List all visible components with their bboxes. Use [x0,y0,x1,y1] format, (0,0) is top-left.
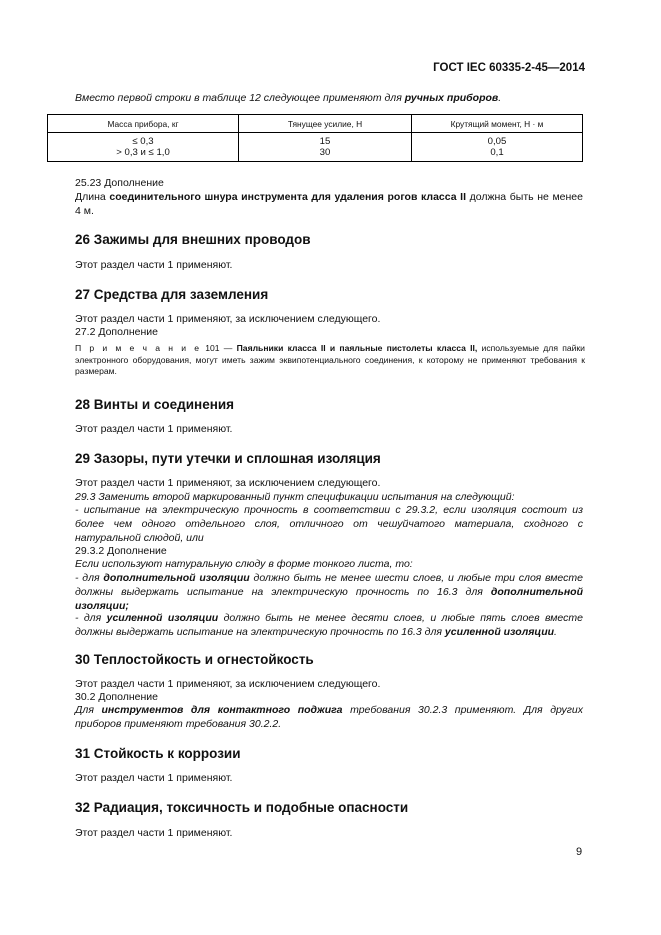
table-cell-mass [48,133,239,162]
section-31-text: Этот раздел части 1 применяют. [75,772,233,784]
bold-term: соединительного шнура инструмента для удаления рогов класса II [109,191,467,203]
text-part: должно быть не менее десяти слоев, и любые пять слоев вместе должны выдержать испытание на электрическую прочность по 16.3 для [75,612,583,639]
text-part: . [554,626,557,639]
section-31-heading: 31 Стойкость к коррозии [75,746,241,761]
section-26-heading: 26 Зажимы для внешних проводов [75,232,311,247]
clause-25-23-text [75,190,583,218]
col-header-mass: Масса прибора, кг [48,115,239,133]
note-number: 101 — [201,343,237,353]
note-label: П р и м е ч а н и е [75,343,202,353]
clause-29-3: 29.3 Заменить второй маркированный пункт спецификации испытания на следующий: [75,491,515,503]
intro-text: Вместо первой строки в таблице 12 следующее применяют для [75,92,405,104]
table-header-row [48,115,583,133]
force-torque-table [47,114,583,162]
table-row [48,133,583,162]
section-32-text: Этот раздел части 1 применяют. [75,827,233,839]
supplementary-insulation-item [75,571,583,614]
bold-term: инструментов для контактного поджига [101,704,343,716]
section-26-text: Этот раздел части 1 применяют. [75,259,233,271]
note-bold: Паяльники класса II и паяльные пистолеты класса II, [236,343,478,353]
text-part: - для [75,612,107,624]
table-cell-force [239,133,412,162]
bold-term: усиленной изоляции [444,626,555,639]
col-header-force: Тянущее усилие, Н [239,115,412,133]
section-28-text: Этот раздел части 1 применяют. [75,423,233,435]
text-part: Для [75,704,102,716]
section-29-heading: 29 Зазоры, пути утечки и сплошная изоляция [75,451,381,466]
clause-30-2-text [75,703,583,731]
cell-value: 15 [319,136,331,147]
cell-value: 0,1 [490,147,504,158]
section-29-text: Этот раздел части 1 применяют, за исключением следующего. [75,477,381,489]
cell-value: > 0,3 и ≤ 1,0 [116,147,170,158]
page-number: 9 [576,846,583,858]
note-text: используемые для пайки электронного оборудования, могут иметь зажим эквипотенциального соединения, к которому не применяют требования к размерам. [75,343,585,377]
section-32-heading: 32 Радиация, токсичность и подобные опасности [75,800,409,815]
mica-text: Если используют натуральную слюду в форме тонкого листа, то: [75,558,413,570]
section-27-text: Этот раздел части 1 применяют, за исключением следующего. [75,313,381,325]
text-part: должна быть не менее 4 м. [75,191,583,218]
clause-29-3-bullet: - испытание на электрическую прочность в соответствии с 29.3.2, если изоляция состоит из более чем одного отдельного слоя, отличного от чешуйчатого материала, сходного с натуральной слюдой, или [75,504,583,545]
col-header-torque: Крутящий момент, Н · м [412,115,583,133]
text-part: - для [75,572,104,584]
cell-value: ≤ 0,3 [132,136,154,147]
text-part: требования 30.2.3 применяют. Для других приборов применяют требования 30.2.2. [75,704,584,731]
section-30-text: Этот раздел части 1 применяют, за исключением следующего. [75,678,381,690]
bold-term: дополнительной изоляции [103,572,250,584]
bold-term: дополнительной изоляции; [75,586,583,613]
standard-header: ГОСТ IEC 60335-2-45—2014 [433,62,585,74]
bold-term: усиленной изоляции [106,612,219,624]
clause-27-2-title: 27.2 Дополнение [75,326,158,338]
cell-value: 30 [319,147,331,158]
table-intro [75,91,583,105]
cell-value: 0,05 [487,136,507,147]
section-28-heading: 28 Винты и соединения [75,397,235,412]
section-27-heading: 27 Средства для заземления [75,287,269,302]
section-30-heading: 30 Теплостойкость и огнестойкость [75,652,314,667]
note-101 [75,343,585,378]
clause-29-3-2-title: 29.3.2 Дополнение [75,545,167,557]
reinforced-insulation-item [75,611,583,639]
intro-bold: ручных приборов [404,92,499,104]
intro-end: . [498,92,502,104]
clause-30-2-title: 30.2 Дополнение [75,691,158,703]
text-part: Длина [75,191,110,203]
clause-25-23-title: 25.23 Дополнение [75,177,164,189]
text-part: должно быть не менее шести слоев, и любые три слоя вместе должны выдержать испытание на электрическую прочность по 16.3 для [75,572,583,599]
table-cell-torque [412,133,583,162]
